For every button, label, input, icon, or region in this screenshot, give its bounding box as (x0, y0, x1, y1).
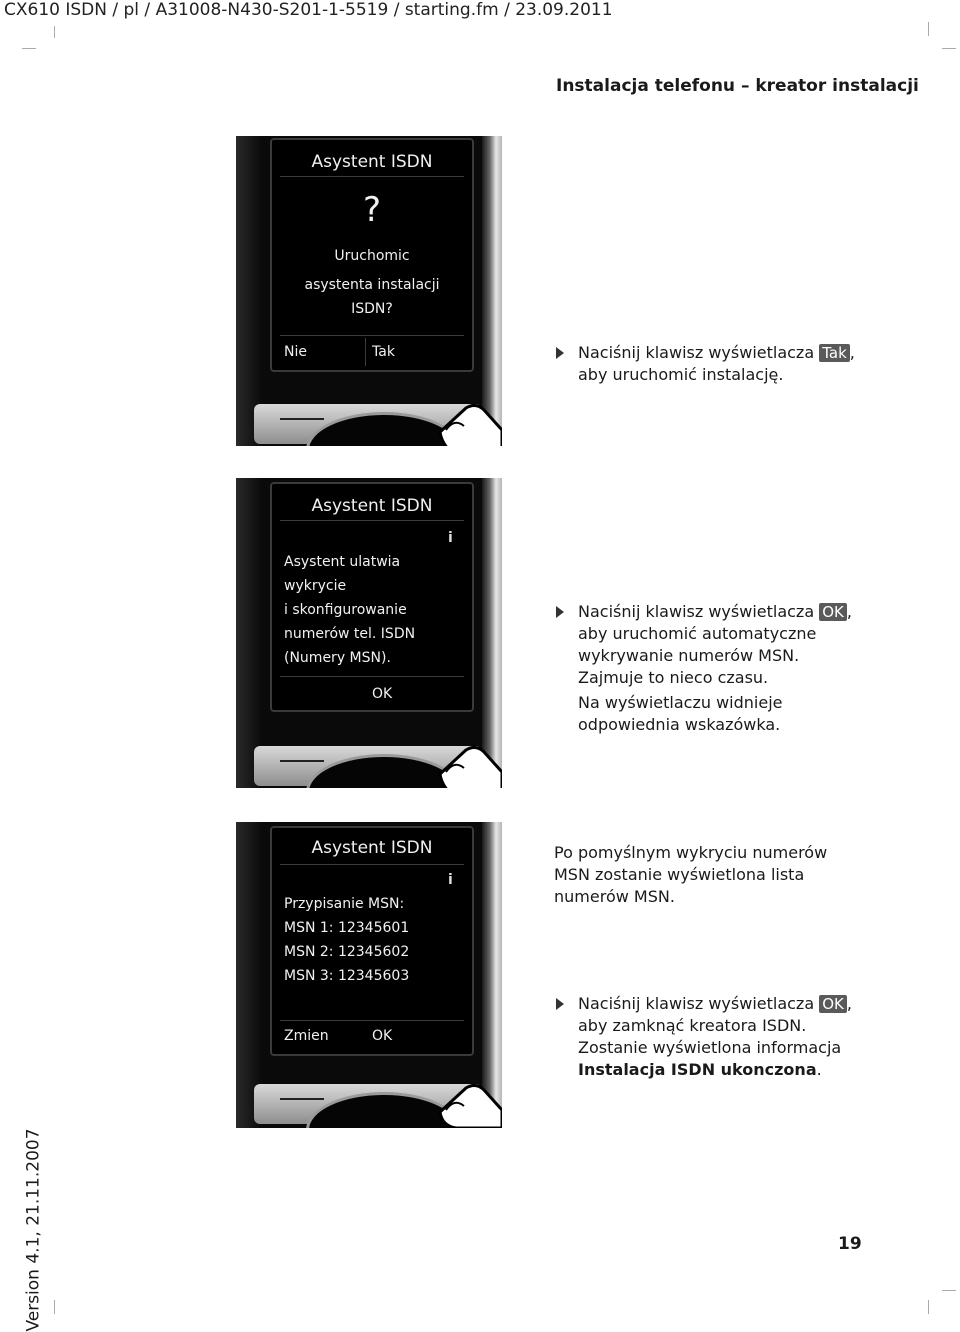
phone-screen-3 (270, 826, 474, 1056)
file-info-header: CX610 ISDN / pl / A31008-N430-S201-1-5519 / starting.fm / 23.09.2011 (4, 0, 613, 20)
screen-line: wykrycie (284, 578, 347, 594)
screen-title: Asystent ISDN (311, 496, 433, 516)
softkey-nie[interactable]: Nie (284, 344, 307, 360)
instruction-step-3: Naciśnij klawisz wyświetlacza OK , aby zamknąć kreatora ISDN. Zostanie wyświetlona informacja Instalacja ISDN ukonczona. (556, 993, 852, 1081)
key-ok: OK (819, 603, 847, 621)
key-tak: Tak (819, 344, 850, 362)
crop-mark (928, 22, 929, 36)
crop-mark (22, 48, 36, 49)
finger-pointer-icon (436, 738, 502, 788)
phone-screen-1 (270, 138, 474, 372)
softkey-ok[interactable]: OK (372, 1028, 393, 1044)
instruction-step-1: Naciśnij klawisz wyświetlacza Tak , aby uruchomić instalację. (556, 342, 855, 386)
instruction-step-2: Naciśnij klawisz wyświetlacza OK , aby uruchomić automatyczne wykrywanie numerów MSN. Zajmuje to nieco czasu. Na wyświetlaczu widnieje odpowiednia wskazówka. (556, 601, 852, 736)
crop-mark (54, 1300, 55, 1314)
info-icon: i (448, 530, 453, 546)
screen-line: ISDN? (351, 301, 393, 317)
info-paragraph: Po pomyślnym wykryciu numerów MSN zostanie wyświetlona lista numerów MSN. (554, 843, 828, 906)
bullet-arrow-icon (556, 606, 564, 618)
crop-mark (942, 1290, 956, 1291)
page-number: 19 (838, 1234, 862, 1254)
crop-mark (54, 26, 55, 38)
crop-mark (928, 1300, 929, 1314)
section-title: Instalacja telefonu – kreator instalacji (556, 76, 919, 96)
screen-line: numerów tel. ISDN (284, 626, 416, 642)
screen-line: (Numery MSN). (284, 650, 391, 666)
bullet-arrow-icon (556, 347, 564, 359)
bullet-arrow-icon (556, 998, 564, 1010)
softkey-ok[interactable]: OK (372, 686, 393, 702)
key-ok: OK (819, 995, 847, 1013)
question-mark-icon: ? (362, 190, 382, 230)
screen-line: Asystent ulatwia (284, 554, 401, 570)
softkey-tak[interactable]: Tak (372, 344, 395, 360)
phone-illustration-1 (236, 136, 502, 446)
msn-row: MSN 2: 12345602 (284, 944, 410, 960)
phone-illustration-2 (236, 478, 502, 788)
screen-title: Asystent ISDN (311, 152, 433, 172)
msn-row: MSN 3: 12345603 (284, 968, 410, 984)
softkey-zmien[interactable]: Zmien (284, 1028, 329, 1044)
screen-line: i skonfigurowanie (284, 602, 407, 618)
crop-mark (942, 48, 956, 49)
phone-screen-2 (270, 482, 474, 712)
screen-title: Asystent ISDN (311, 838, 433, 858)
screen-line: asystenta instalacji (304, 277, 440, 293)
screen-line: Uruchomic (334, 248, 410, 264)
info-icon: i (448, 872, 453, 888)
phone-illustration-3 (236, 822, 502, 1128)
msn-row: MSN 1: 12345601 (284, 920, 410, 936)
version-label: Version 4.1, 21.11.2007 (23, 1128, 44, 1332)
finger-pointer-icon (436, 1076, 502, 1128)
finger-pointer-icon (436, 396, 502, 446)
screen-line: Przypisanie MSN: (284, 896, 405, 912)
